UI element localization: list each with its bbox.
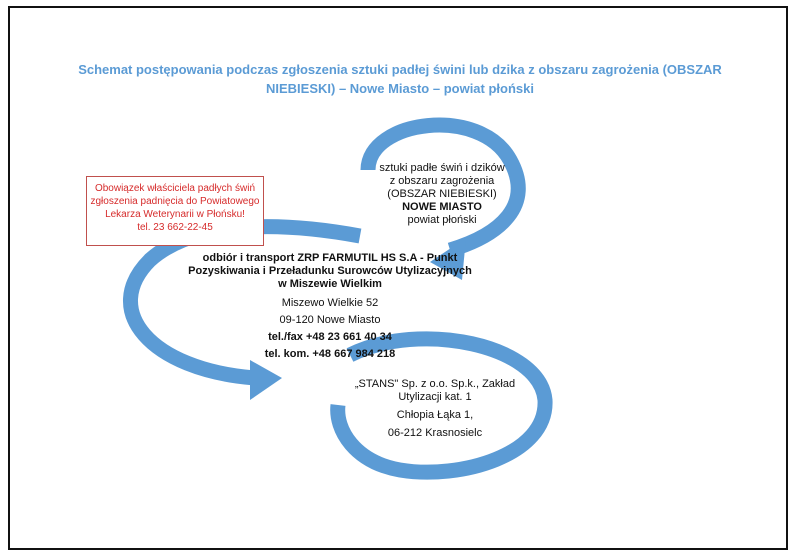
title-line-2: Nowe Miasto – powiat płoński: [349, 81, 534, 96]
title-line-1: Schemat postępowania podczas zgłoszenia sztuki padłej świni lub dzika z obszaru zagrożenia (OBSZAR NIEBIESKI) –: [78, 62, 722, 96]
middle-node-text: [180, 252, 480, 361]
top-node-line-4: NOWE MIASTO: [402, 201, 482, 213]
bottom-node-text: [350, 378, 520, 440]
bottom-node-line-4: 06-212 Krasnosielc: [387, 427, 483, 439]
bottom-node-line-1: „STANS" Sp. z o.o. Sp.k., Zakład: [354, 378, 516, 390]
owner-notice-line-2: zgłoszenia padnięcia do Powiatowego: [90, 196, 260, 207]
middle-node-line-6: tel./fax +48 23 661 40 34: [268, 331, 392, 343]
top-node-line-5: powiat płoński: [407, 214, 477, 226]
middle-node-line-3: w Miszewie Wielkim: [278, 278, 382, 290]
top-node-line-1: sztuki padłe świń i dzików: [379, 162, 505, 174]
top-node-line-2: z obszaru zagrożenia: [389, 175, 495, 187]
middle-node-line-2: Pozyskiwania i Przeładunku Surowców Utylizacyjnych: [188, 265, 472, 277]
top-node-text: [362, 162, 522, 227]
middle-node-line-1: odbiór i transport ZRP FARMUTIL HS S.A - Punkt: [202, 252, 458, 264]
owner-notice-line-4: tel. 23 662-22-45: [137, 222, 213, 233]
left-arrow-head: [250, 360, 282, 400]
middle-node-line-4: Miszewo Wielkie 52: [281, 297, 379, 309]
top-node-line-3: (OBSZAR NIEBIESKI): [387, 188, 497, 200]
owner-notice-line-1: Obowiązek właściciela padłych świń: [94, 183, 256, 194]
middle-node-line-5: 09-120 Nowe Miasto: [279, 314, 381, 326]
bottom-node-line-2: Utylizacji kat. 1: [398, 391, 472, 403]
owner-notice-line-3: Lekarza Weterynarii w Płońsku!: [105, 209, 245, 220]
owner-notice-box: [86, 176, 264, 246]
middle-node-line-7: tel. kom. +48 667 984 218: [264, 348, 396, 360]
bottom-node-line-3: Chłopia Łąka 1,: [396, 409, 474, 421]
